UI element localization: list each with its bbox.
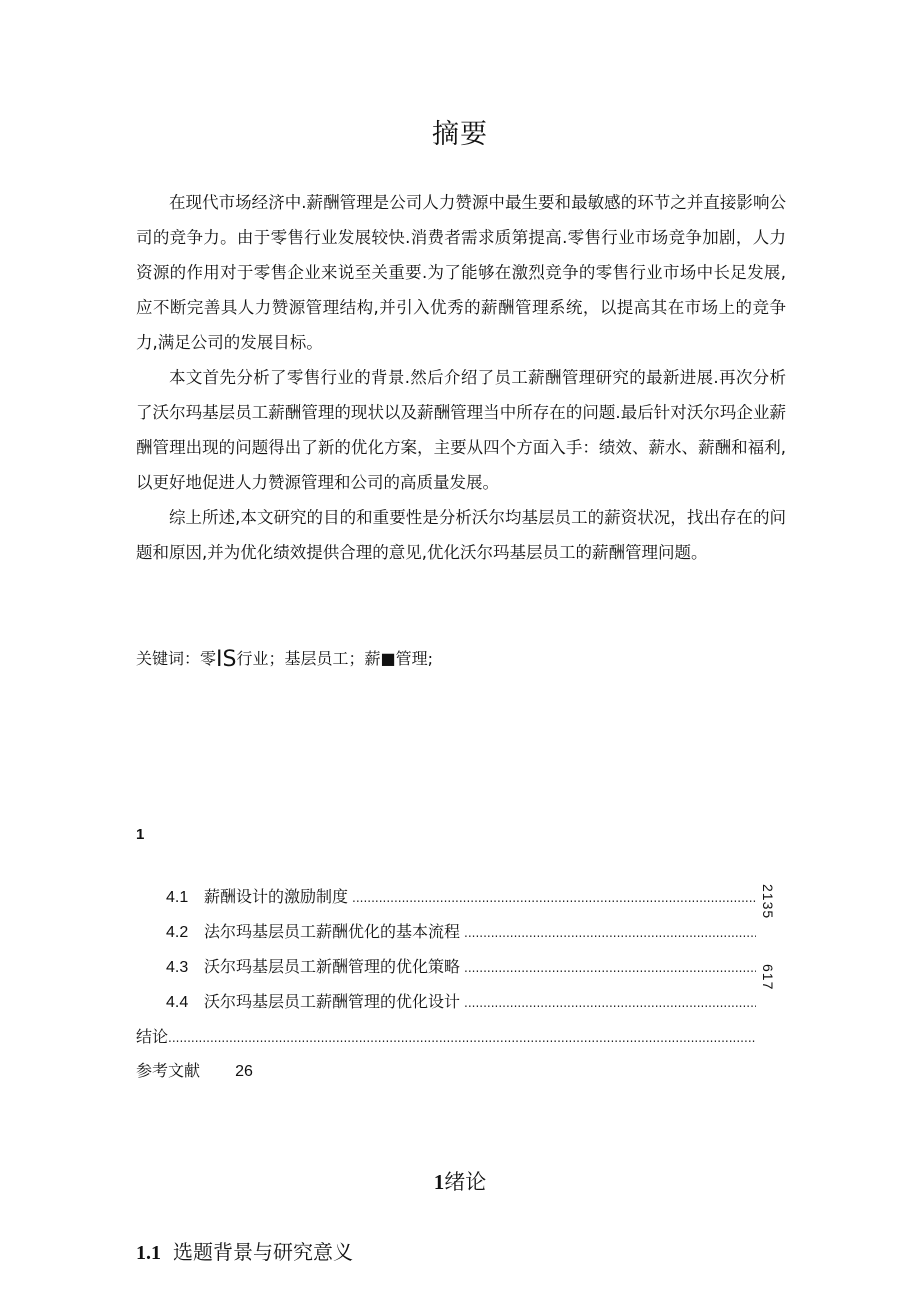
toc-sub-list [166, 884, 756, 1024]
toc-entry-title: 薪酬设计的激励制度 [204, 887, 349, 906]
toc-entry[interactable] [166, 884, 756, 919]
keywords-part-2: IS [216, 647, 237, 672]
toc-entry[interactable] [166, 954, 756, 989]
toc-leader-dots [168, 1031, 756, 1045]
toc-leader-dots [352, 891, 756, 905]
toc-entry-title: 沃尔玛基层员工新酬管理的优化策略 [204, 957, 461, 976]
section-heading [136, 1236, 353, 1265]
toc-entry-title: 沃尔玛基层员工薪酬管理的优化设计 [204, 992, 461, 1011]
toc-conclusion-title: 结论 [136, 1027, 169, 1046]
chapter-number: 1 [433, 1170, 445, 1194]
toc-references-title: 参考文献 [136, 1061, 201, 1080]
abstract-paragraph-2: 本文首先分析了零售行业的背景.然后介绍了员工薪酬管理研究的最新进展.再次分析了沃尔玛基层员工薪酬管理的现状以及薪酬管理当中所存在的问题.最后针对沃尔玛企业薪酬管理出现的问题得出了新的优化方案，主要从四个方面入手：绩效、薪水、薪酬和福利,以更好地促进人力赞源管理和公司的高质量发展。 [136, 368, 786, 492]
abstract-body [136, 185, 786, 570]
toc-leader-dots [464, 926, 756, 940]
toc-entry-title: 法尔玛基层员工薪酬优化的基本流程 [204, 922, 461, 941]
abstract-paragraph-3: 综上所述,本文研究的目的和重要性是分析沃尔均基层员工的薪资状况，找出存在的问题和原因,并为优化绩效提供合理的意见,优化沃尔玛基层员工的薪酬管理问题。 [136, 508, 786, 562]
section-title: 选题背景与研究意义 [173, 1240, 353, 1264]
abstract-paragraph-1: 在现代市场经济中.薪酬管理是公司人力赞源中最生要和最敏感的环节之并直接影响公司的竞争力。由于零售行业发展较快.消费者需求质第提高.零售行业市场竞争加剧，人力资源的作用对于零售企业来说至关重要.为了能够在激烈竞争的零售行业市场中长足发展,应不断完善具人力赞源管理结构,并引入优秀的薪酬管理系统，以提高其在市场上的竞争力,满足公司的发展目标。 [136, 193, 786, 352]
toc-entry-number: 4.3 [166, 959, 189, 976]
toc-side-page-numbers-bottom: 617 [760, 964, 776, 991]
keywords-line [136, 646, 433, 672]
section-number: 1.1 [136, 1242, 161, 1264]
toc-side-page-numbers-top: 2135 [760, 884, 776, 920]
chapter-title: 绪论 [444, 1170, 487, 1194]
toc-entry[interactable] [166, 919, 756, 954]
toc-entry[interactable] [166, 989, 756, 1024]
toc-references-entry[interactable] [136, 1058, 253, 1081]
toc-entry-number: 4.4 [166, 994, 189, 1011]
toc-entry-number: 4.2 [166, 924, 189, 941]
chapter-heading [0, 1166, 920, 1196]
toc-leader-dots [464, 961, 756, 975]
toc-leader-dots [464, 996, 756, 1010]
toc-references-page: 26 [235, 1063, 253, 1080]
keywords-label: 关键词： [136, 649, 201, 668]
keywords-part-1: 零 [200, 649, 217, 668]
toc-marker: 1 [136, 826, 145, 843]
keywords-part-3: 行业；基层员工；薪■管理; [236, 649, 433, 668]
toc-entry-number: 4.1 [166, 889, 189, 906]
abstract-title: 摘要 [432, 119, 488, 150]
toc-conclusion-entry[interactable] [136, 1024, 756, 1047]
